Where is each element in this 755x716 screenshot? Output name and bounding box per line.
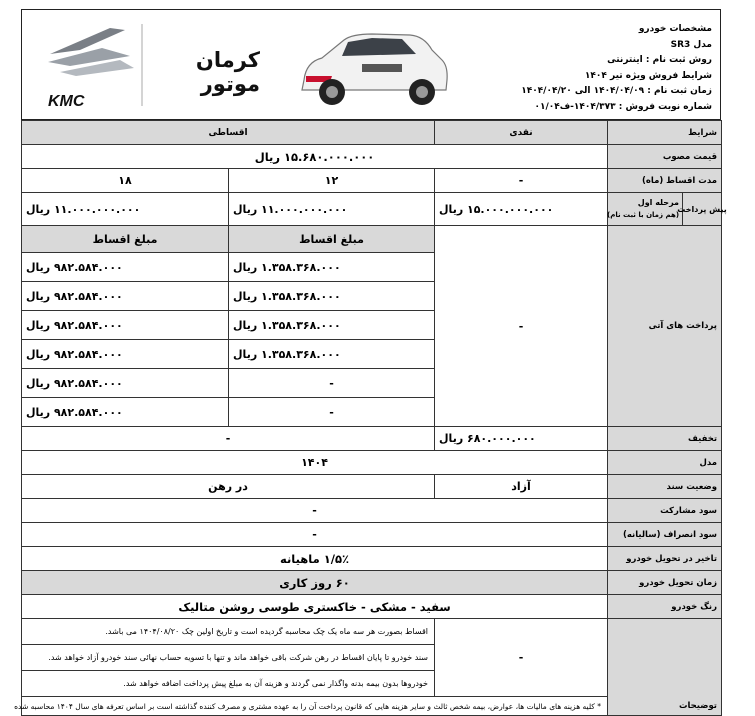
delivery-time-label: زمان تحویل خودرو	[608, 571, 722, 595]
first-stage-sub: (هم زمان با ثبت نام)	[607, 211, 680, 219]
notes-row	[22, 619, 722, 645]
approved-price-value: ۱۵.۶۸۰.۰۰۰.۰۰۰ ریال	[22, 145, 608, 169]
document-status-installment: در رهن	[22, 475, 435, 499]
delivery-delay-row	[22, 547, 722, 571]
delivery-delay-value: ۱/۵٪ ماهیانه	[22, 547, 608, 571]
approved-price-label: قیمت مصوب	[608, 145, 722, 169]
installment-months-12: ۱۲	[229, 169, 435, 193]
notes-label: توضیحات	[608, 619, 722, 716]
header-installment: اقساطی	[22, 121, 435, 145]
color-value: سفید - مشکی - خاکستری طوسی روشن متالیک	[22, 595, 608, 619]
delivery-delay-label: تاخیر در تحویل خودرو	[608, 547, 722, 571]
kmc-wing-icon	[48, 28, 134, 76]
discount-installment: -	[22, 427, 435, 451]
price-table	[14, 120, 727, 716]
header-cash: نقدی	[435, 121, 608, 145]
discount-label: تخفیف	[608, 427, 722, 451]
color-label: رنگ خودرو	[608, 595, 722, 619]
car-image	[292, 20, 452, 114]
installment-amount-header-12: مبلغ اقساط	[229, 226, 435, 253]
installment-amount-header-18: مبلغ اقساط	[22, 226, 229, 253]
discount-cash: ۶۸۰.۰۰۰.۰۰۰ ریال	[435, 427, 608, 451]
installment-months-label: مدت اقساط (ماه)	[608, 169, 722, 193]
document-status-row	[22, 475, 722, 499]
prepayment-cell	[607, 193, 727, 226]
installment-18-3: ۹۸۲.۵۸۴.۰۰۰ ریال	[22, 311, 229, 340]
prepayment-label: پیش پرداخت	[682, 193, 721, 225]
installment-12-1: ۱.۳۵۸.۳۶۸.۰۰۰ ریال	[229, 253, 435, 282]
note-1: اقساط بصورت هر سه ماه یک چک محاسبه گردیده است و تاریخ اولین چک ۱۴۰۴/۰۸/۲۰ می باشد.	[22, 619, 435, 645]
installment-12-5: -	[229, 369, 435, 398]
future-payments-cash: -	[435, 226, 608, 427]
specs-block	[521, 22, 712, 115]
model-label: مدل	[608, 451, 722, 475]
bottom-note: * کلیه هزینه های مالیات ها، عوارض، بیمه شخص ثالث و سایر هزینه هایی که قانون پرداخت آن را به عهده مشتری و مصرف کننده گذاشته است بر اساس تعرفه های سال ۱۴۰۴ محاسبه شده	[22, 697, 608, 716]
installment-18-2: ۹۸۲.۵۸۴.۰۰۰ ریال	[22, 282, 229, 311]
installment-18-5: ۹۸۲.۵۸۴.۰۰۰ ریال	[22, 369, 229, 398]
registration-method: روش ثبت نام : اینترنتی	[607, 55, 712, 65]
cancellation-profit-value: -	[22, 523, 608, 547]
model-line: مدل SR3	[670, 39, 712, 50]
circular-number: شماره نوبت فروش : ۱۴۰۴/۳۷۳-ف۰۱/۰۴	[534, 101, 712, 112]
first-stage-row	[22, 193, 722, 226]
specs-title: مشخصات خودرو	[638, 24, 712, 34]
first-stage-12: ۱۱.۰۰۰.۰۰۰.۰۰۰ ریال	[229, 193, 435, 226]
registration-time: زمان ثبت نام : ۱۴۰۴/۰۴/۰۹ الی ۱۴۰۴/۰۴/۲۰	[521, 86, 712, 96]
installment-months-row	[22, 169, 722, 193]
model-row	[22, 451, 722, 475]
header-conditions: شرایط	[608, 121, 722, 145]
participation-profit-value: -	[22, 499, 608, 523]
installment-12-3: ۱.۳۵۸.۳۶۸.۰۰۰ ریال	[229, 311, 435, 340]
first-stage-18: ۱۱.۰۰۰.۰۰۰.۰۰۰ ریال	[22, 193, 229, 226]
installment-12-4: ۱.۳۵۸.۳۶۸.۰۰۰ ریال	[229, 340, 435, 369]
document-status-label: وضعیت سند	[608, 475, 722, 499]
future-payments-label: پرداخت های آتی	[608, 226, 722, 427]
first-stage-cash: ۱۵.۰۰۰.۰۰۰.۰۰۰ ریال	[435, 193, 608, 226]
table-header-row	[22, 121, 722, 145]
participation-profit-label: سود مشارکت	[608, 499, 722, 523]
note-2: سند خودرو تا پایان اقساط در رهن شرکت باقی خواهد ماند و تنها با تسویه حساب نهائی سند خودرو آزاد خواهد شد.	[22, 645, 435, 671]
cancellation-profit-label: سود انصراف (سالیانه)	[608, 523, 722, 547]
document-status-cash: آزاد	[435, 475, 608, 499]
participation-profit-row	[22, 499, 722, 523]
header-box	[21, 9, 721, 120]
first-stage-label: مرحله اول	[637, 198, 680, 207]
delivery-time-row	[22, 571, 722, 595]
installment-18-4: ۹۸۲.۵۸۴.۰۰۰ ریال	[22, 340, 229, 369]
installment-months-18: ۱۸	[22, 169, 229, 193]
brand-logo	[30, 16, 260, 112]
sale-conditions: شرایط فروش ویژه تیر ۱۴۰۴	[584, 70, 712, 81]
installment-amount-header-row	[22, 226, 722, 253]
notes-cash: -	[435, 619, 608, 697]
approved-price-row	[22, 145, 722, 169]
discount-row	[22, 427, 722, 451]
model-value: ۱۴۰۴	[22, 451, 608, 475]
delivery-time-value: ۶۰ روز کاری	[22, 571, 608, 595]
installment-12-2: ۱.۳۵۸.۳۶۸.۰۰۰ ریال	[229, 282, 435, 311]
installment-months-cash: -	[435, 169, 608, 193]
color-row	[22, 595, 722, 619]
installment-18-6: ۹۸۲.۵۸۴.۰۰۰ ریال	[22, 398, 229, 427]
note-3: خودروها بدون بیمه بدنه واگذار نمی گردند و هزینه آن به مبلغ پیش پرداخت اضافه خواهد شد.	[22, 671, 435, 697]
kmc-logo-text: KMC	[48, 93, 85, 110]
brand-name: کرمان موتور	[195, 48, 260, 96]
cancellation-profit-row	[22, 523, 722, 547]
installment-18-1: ۹۸۲.۵۸۴.۰۰۰ ریال	[22, 253, 229, 282]
installment-12-6: -	[229, 398, 435, 427]
